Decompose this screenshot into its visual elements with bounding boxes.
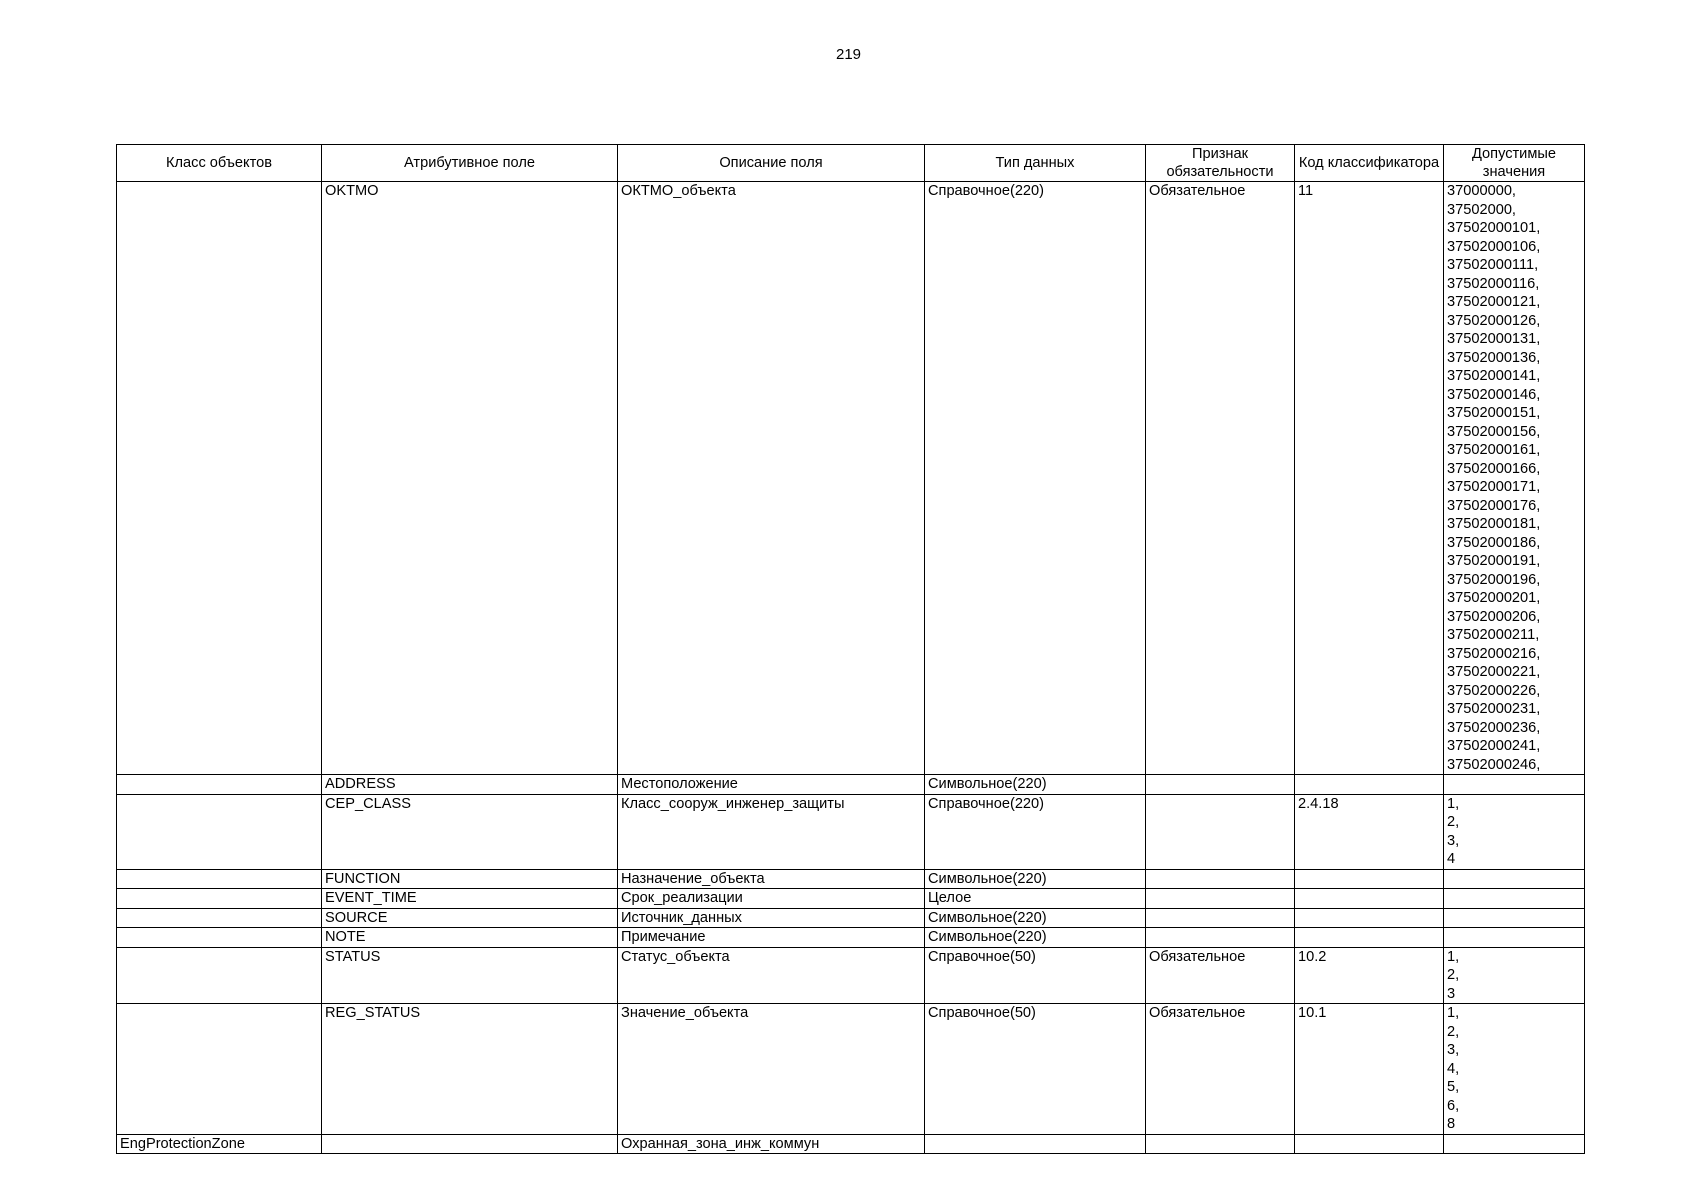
cell-field: CEP_CLASS [322, 794, 618, 869]
cell-values: 1, 2, 3, 4 [1444, 794, 1585, 869]
table-row [117, 1134, 1585, 1154]
header-allowed-values: Допустимые значения [1444, 145, 1585, 182]
cell-class [117, 928, 322, 948]
table-row [117, 869, 1585, 889]
header-attribute-field: Атрибутивное поле [322, 145, 618, 182]
cell-required [1146, 908, 1295, 928]
cell-description: Назначение_объекта [618, 869, 925, 889]
cell-class [117, 947, 322, 1004]
cell-class [117, 869, 322, 889]
cell-class [117, 1004, 322, 1135]
cell-field [322, 1134, 618, 1154]
cell-description: Класс_сооруж_инженер_защиты [618, 794, 925, 869]
cell-class [117, 908, 322, 928]
cell-description: Срок_реализации [618, 889, 925, 909]
cell-values [1444, 869, 1585, 889]
cell-field: FUNCTION [322, 869, 618, 889]
header-classifier-code: Код классификатора [1295, 145, 1444, 182]
table-row [117, 182, 1585, 775]
page-number: 219 [835, 46, 862, 63]
cell-class [117, 794, 322, 869]
cell-values [1444, 928, 1585, 948]
attribute-table [116, 144, 1585, 1154]
cell-type: Символьное(220) [925, 869, 1146, 889]
cell-field: REG_STATUS [322, 1004, 618, 1135]
table-row [117, 908, 1585, 928]
cell-required: Обязательное [1146, 947, 1295, 1004]
cell-type: Справочное(50) [925, 947, 1146, 1004]
cell-description: Охранная_зона_инж_коммун [618, 1134, 925, 1154]
cell-required [1146, 928, 1295, 948]
cell-code: 2.4.18 [1295, 794, 1444, 869]
cell-field: SOURCE [322, 908, 618, 928]
cell-values [1444, 775, 1585, 795]
cell-field: ADDRESS [322, 775, 618, 795]
table-row [117, 947, 1585, 1004]
cell-code [1295, 908, 1444, 928]
cell-values: 37000000, 37502000, 37502000101, 37502000106, 37502000111, 37502000116, 37502000121, 37502000126, 37502000131, 37502000136, 37502000141, 37502000146, 37502000151, 37502000156, 37502000161, 37502000166, 37502000171, 37502000176, 37502000181, 37502000186, 37502000191, 37502000196, 37502000201, 37502000206, 37502000211, 37502000216, 37502000221, 37502000226, 37502000231, 37502000236, 37502000241, 37502000246, [1444, 182, 1585, 775]
cell-code [1295, 869, 1444, 889]
cell-description: Местоположение [618, 775, 925, 795]
cell-values: 1, 2, 3, 4, 5, 6, 8 [1444, 1004, 1585, 1135]
cell-required [1146, 775, 1295, 795]
cell-description: Источник_данных [618, 908, 925, 928]
cell-type: Символьное(220) [925, 908, 1146, 928]
cell-field: EVENT_TIME [322, 889, 618, 909]
cell-code [1295, 928, 1444, 948]
cell-required: Обязательное [1146, 1004, 1295, 1135]
cell-type: Справочное(220) [925, 794, 1146, 869]
cell-required: Обязательное [1146, 182, 1295, 775]
table-row [117, 794, 1585, 869]
cell-type: Символьное(220) [925, 775, 1146, 795]
cell-required [1146, 1134, 1295, 1154]
cell-required [1146, 869, 1295, 889]
cell-field: STATUS [322, 947, 618, 1004]
cell-class [117, 889, 322, 909]
cell-class: EngProtectionZone [117, 1134, 322, 1154]
cell-type [925, 1134, 1146, 1154]
cell-type: Целое [925, 889, 1146, 909]
cell-description: Значение_объекта [618, 1004, 925, 1135]
cell-code [1295, 1134, 1444, 1154]
header-field-description: Описание поля [618, 145, 925, 182]
table-row [117, 1004, 1585, 1135]
cell-values [1444, 908, 1585, 928]
cell-code [1295, 889, 1444, 909]
cell-code: 10.1 [1295, 1004, 1444, 1135]
cell-code [1295, 775, 1444, 795]
cell-field: NOTE [322, 928, 618, 948]
cell-type: Справочное(220) [925, 182, 1146, 775]
cell-code: 10.2 [1295, 947, 1444, 1004]
cell-type: Справочное(50) [925, 1004, 1146, 1135]
cell-description: Примечание [618, 928, 925, 948]
table-header-row [117, 145, 1585, 182]
table-row [117, 889, 1585, 909]
cell-description: Статус_объекта [618, 947, 925, 1004]
table-row [117, 928, 1585, 948]
cell-class [117, 775, 322, 795]
cell-type: Символьное(220) [925, 928, 1146, 948]
cell-values [1444, 889, 1585, 909]
cell-required [1146, 889, 1295, 909]
cell-code: 11 [1295, 182, 1444, 775]
header-required-flag: Признак обязательности [1146, 145, 1295, 182]
cell-description: ОКТМО_объекта [618, 182, 925, 775]
cell-values: 1, 2, 3 [1444, 947, 1585, 1004]
cell-values [1444, 1134, 1585, 1154]
table-row [117, 775, 1585, 795]
header-object-class: Класс объектов [117, 145, 322, 182]
header-data-type: Тип данных [925, 145, 1146, 182]
cell-required [1146, 794, 1295, 869]
cell-field: OKTMO [322, 182, 618, 775]
cell-class [117, 182, 322, 775]
